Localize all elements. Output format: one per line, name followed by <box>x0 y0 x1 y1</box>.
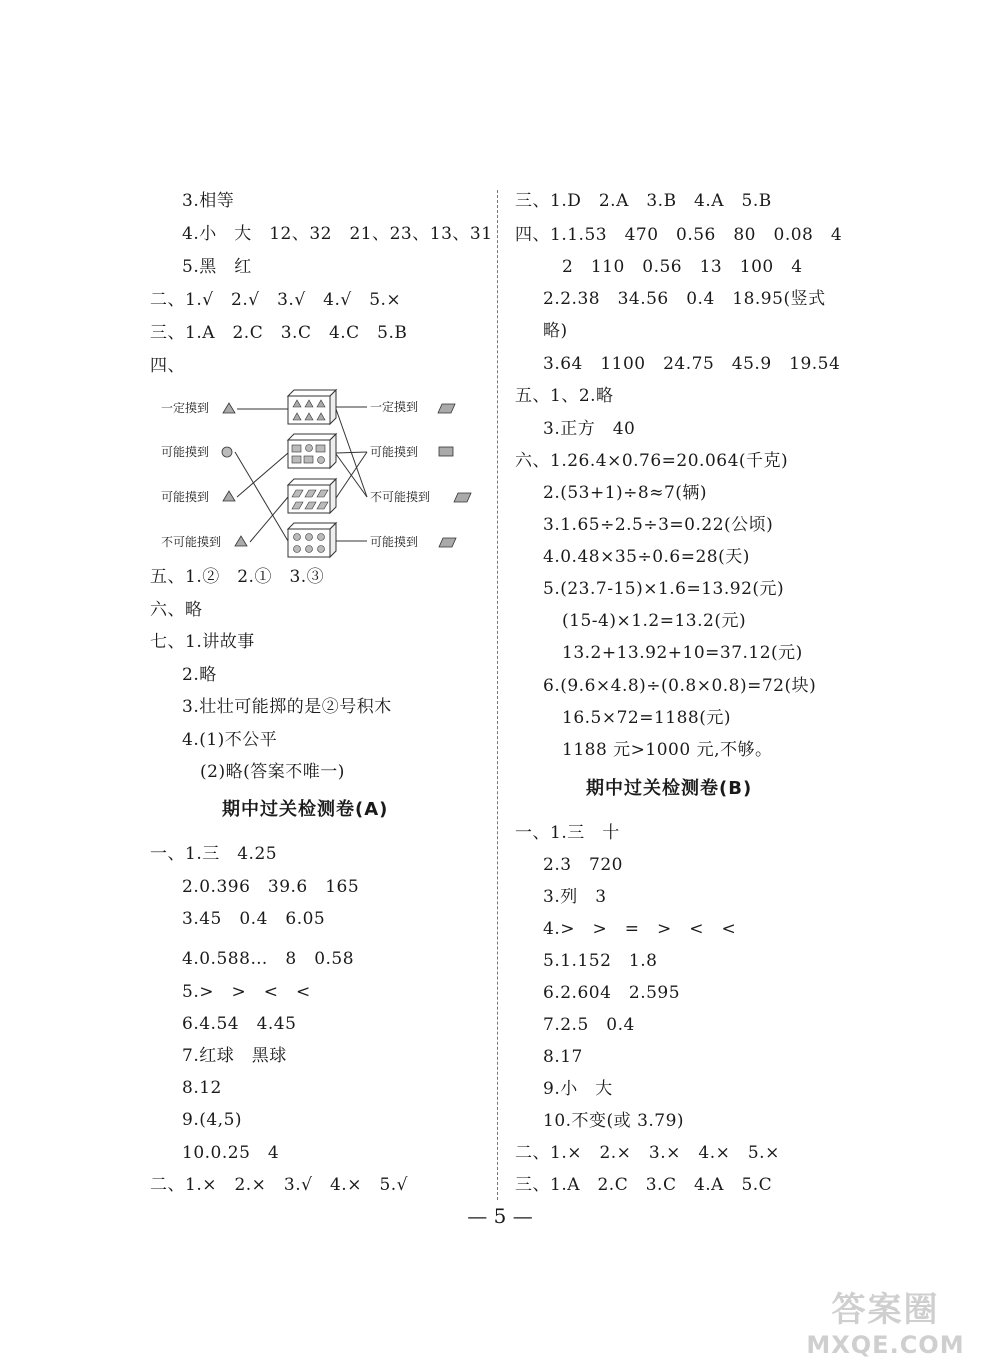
answer-line: 8.17 <box>543 1047 583 1067</box>
answer-line: 13.2+13.92+10=37.12(元) <box>562 643 803 663</box>
diagram-left-label: 可能摸到 <box>161 490 210 504</box>
box-4 <box>288 523 336 557</box>
answer-line: 3.相等 <box>182 191 235 211</box>
answer-line: 9.小 大 <box>543 1079 613 1099</box>
parallelogram-icon <box>438 404 455 413</box>
parallelogram-icon <box>439 538 456 547</box>
answer-line: 5.(23.7-15)×1.6=13.92(元) <box>543 579 785 599</box>
box-1 <box>288 390 336 424</box>
answer-line: 16.5×72=1188(元) <box>562 708 731 728</box>
section-title-b: 期中过关检测卷(B) <box>586 778 753 799</box>
answer-line: 五、1.② 2.① 3.③ <box>150 567 325 587</box>
diagram-right-label: 不可能摸到 <box>370 490 431 504</box>
answer-line: 5.> > < < <box>182 982 311 1002</box>
answer-line: 七、1.讲故事 <box>150 632 255 652</box>
answer-line: 四、1.1.53 470 0.56 80 0.08 4 <box>515 225 843 245</box>
answer-line: 6.(9.6×4.8)÷(0.8×0.8)=72(块) <box>543 676 817 696</box>
answer-line: 2 110 0.56 13 100 4 <box>562 257 803 277</box>
answer-line: 二、1.√ 2.√ 3.√ 4.√ 5.× <box>150 290 402 310</box>
answer-line: 6.4.54 4.45 <box>182 1014 297 1034</box>
answer-line: 3.壮壮可能掷的是②号积木 <box>182 697 392 717</box>
answer-line: 4.> > = > < < <box>543 919 737 939</box>
watermark-logo: 答案圈 <box>831 1290 940 1330</box>
rectangle-icon <box>439 447 453 456</box>
answer-line: 3.64 1100 24.75 45.9 19.54 <box>543 354 841 374</box>
answer-line: 三、1.D 2.A 3.B 4.A 5.B <box>515 191 772 211</box>
parallelogram-icon <box>454 493 471 502</box>
answer-line: 2.3 720 <box>543 855 623 875</box>
answer-line: 8.12 <box>182 1078 222 1098</box>
matching-diagram <box>155 388 475 560</box>
diagram-left-label: 一定摸到 <box>161 401 210 415</box>
answer-line: 三、1.A 2.C 3.C 4.C 5.B <box>150 323 408 343</box>
watermark <box>793 1282 978 1359</box>
answer-line: 5.1.152 1.8 <box>543 951 658 971</box>
triangle-icon <box>223 491 235 501</box>
answer-line: 4.(1)不公平 <box>182 730 278 750</box>
answer-line: 六、略 <box>150 600 203 620</box>
answer-line: 一、1.三 4.25 <box>150 844 278 864</box>
answer-line: 3.列 3 <box>543 887 607 907</box>
answer-line: 3.正方 40 <box>543 419 636 439</box>
answer-line: 三、1.A 2.C 3.C 4.A 5.C <box>515 1175 773 1195</box>
answer-line: 六、1.26.4×0.76=20.064(千克) <box>515 451 789 471</box>
box-2 <box>288 434 336 468</box>
answer-line: 二、1.× 2.× 3.√ 4.× 5.√ <box>150 1175 408 1195</box>
answer-line: 5.黑 红 <box>182 257 252 277</box>
answer-line: (2)略(答案不唯一) <box>200 762 345 782</box>
column-divider <box>497 190 498 1200</box>
answer-line: 1188 元>1000 元,不够。 <box>562 740 773 760</box>
answer-line: 2.略 <box>182 665 217 685</box>
answer-line: 4.0.588… 8 0.58 <box>182 949 355 969</box>
diagram-right-label: 可能摸到 <box>370 445 419 459</box>
page-number: — 5 — <box>467 1204 533 1228</box>
answer-line: 9.(4,5) <box>182 1110 243 1130</box>
answer-line: 4.0.48×35÷0.6=28(天) <box>543 547 750 567</box>
answer-line: 3.45 0.4 6.05 <box>182 909 326 929</box>
answer-line: 五、1、2.略 <box>515 386 614 406</box>
answer-line: 2.(53+1)÷8≈7(辆) <box>543 483 708 503</box>
answer-line: 3.1.65÷2.5÷3=0.22(公顷) <box>543 515 774 535</box>
diagram-right-label: 一定摸到 <box>370 400 419 414</box>
answer-line: 7.2.5 0.4 <box>543 1015 635 1035</box>
answer-line: 6.2.604 2.595 <box>543 983 681 1003</box>
answer-line: (15-4)×1.2=13.2(元) <box>562 611 747 631</box>
answer-line: 2.0.396 39.6 165 <box>182 877 360 897</box>
answer-line: 2.2.38 34.56 0.4 18.95(竖式 <box>543 289 826 309</box>
box-3 <box>288 479 336 513</box>
answer-line: 10.不变(或 3.79) <box>543 1111 685 1131</box>
answer-line: 一、1.三 十 <box>515 823 620 843</box>
circle-icon <box>222 447 232 457</box>
diagram-right-label: 可能摸到 <box>370 535 419 549</box>
watermark-url: MXQE.COM <box>806 1331 965 1359</box>
triangle-icon <box>223 403 235 413</box>
connecting-lines <box>235 407 367 542</box>
triangle-icon <box>235 536 247 546</box>
answer-line: 二、1.× 2.× 3.× 4.× 5.× <box>515 1143 780 1163</box>
diagram-left-label: 不可能摸到 <box>161 535 222 549</box>
answer-line: 略) <box>543 321 568 341</box>
section-title-a: 期中过关检测卷(A) <box>222 799 389 820</box>
answer-line: 7.红球 黑球 <box>182 1046 287 1066</box>
answer-line: 4.小 大 12、32 21、23、13、31 <box>182 224 493 244</box>
answer-line: 10.0.25 4 <box>182 1143 280 1163</box>
diagram-left-label: 可能摸到 <box>161 445 210 459</box>
answer-line: 四、 <box>150 356 185 376</box>
